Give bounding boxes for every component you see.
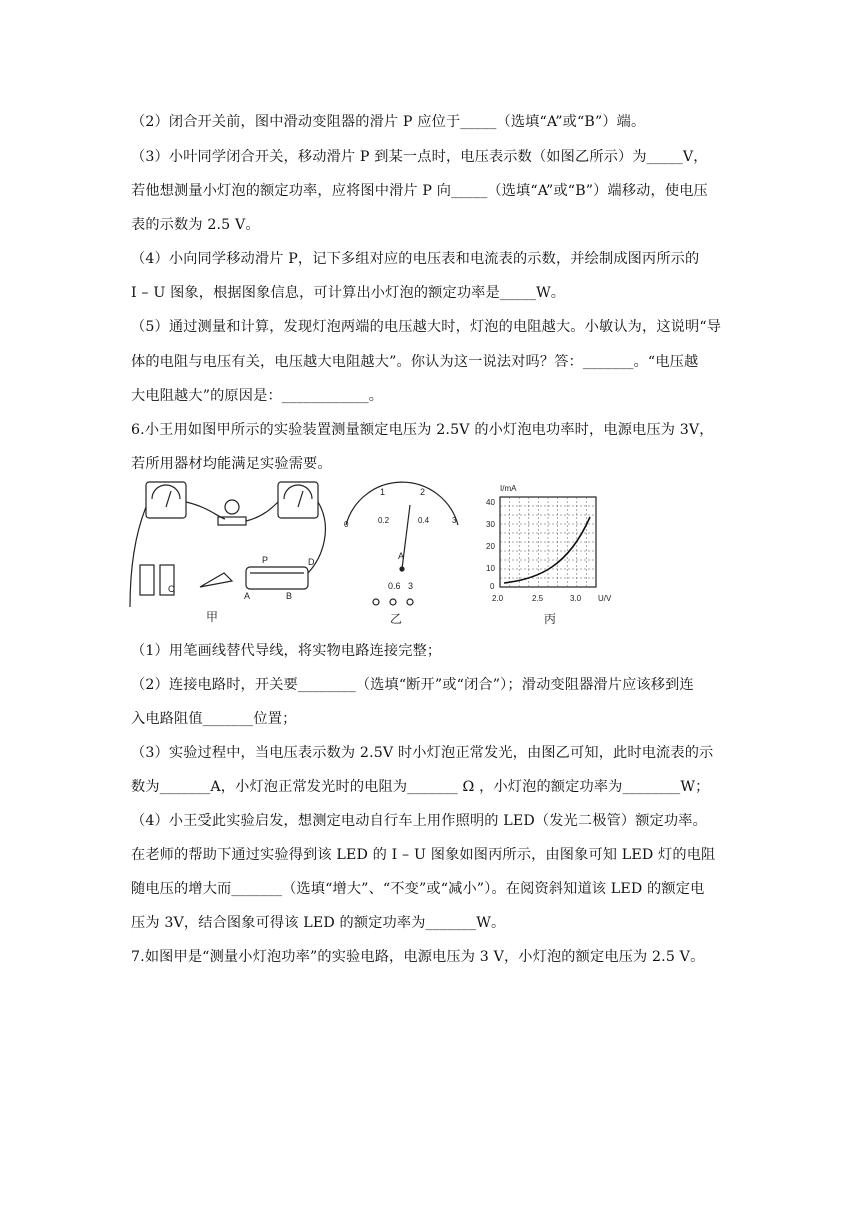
yi-bottom-0: 0 <box>344 520 349 529</box>
bing-y-tick: 30 <box>486 520 495 529</box>
text-line: （3）小叶同学闭合开关，移动滑片 P 到某一点时，电压表示数（如图乙所示）为_____V， <box>131 149 708 165</box>
text-line: 6.小王用如图甲所示的实验装置测量额定电压为 2.5V 的小灯泡电功率时，电源电压为 3V， <box>131 422 714 438</box>
figure-svg <box>128 477 628 637</box>
yi-bottom-04: 0.4 <box>418 516 430 525</box>
text-line: 数为_______A，小灯泡正常发光时的电阻为_______ Ω ，小灯泡的额定功率为________W； <box>131 779 710 795</box>
text-line: （4）小王受此实验启发，想测定电动自行车上用作照明的 LED（发光二极管）额定功率。 <box>131 813 707 829</box>
experiment-figures <box>128 477 628 637</box>
text-line: 若所用器材均能满足实验需要。 <box>131 456 332 472</box>
text-line: 在老师的帮助下通过实验得到该 LED 的 I – U 图象如图丙所示，由图象可知 LED 灯的电阻 <box>131 847 716 863</box>
bing-y-tick: 20 <box>486 542 495 551</box>
bing-x-tick: 2.5 <box>532 594 544 603</box>
text-line: I – U 图象，根据图象信息，可计算出小灯泡的额定功率是_____W。 <box>131 285 566 301</box>
text-line: 7.如图甲是“测量小灯泡功率”的实验电路，电源电压为 3 V，小灯泡的额定电压为 2.5 V。 <box>131 949 705 965</box>
figure-yi-ammeter <box>346 482 458 605</box>
yi-terminal-06: 0.6 <box>388 581 401 591</box>
text-line: 随电压的增大而_______（选填“增大”、“不变”或“减小”）。在阅资斜知道该 LED 的额定电 <box>131 881 705 897</box>
figure-bing-graph <box>500 497 596 587</box>
label-p: P <box>262 555 269 565</box>
bing-x-tick: 2.0 <box>492 594 504 603</box>
text-line: 体的电阻与电压有关，电压越大电阻越大”。你认为这一说法对吗？答：_______。“电压越 <box>131 354 699 370</box>
text-line: 大电阻越大”的原因是：____________。 <box>131 388 384 404</box>
text-line: （2）闭合开关前，图中滑动变阻器的滑片 P 应位于_____（选填“A”或“B”）端。 <box>131 114 646 130</box>
switch-icon <box>200 573 232 587</box>
caption-yi: 乙 <box>390 612 403 626</box>
text-line: （2）连接电路时，开关要________（选填“断开”或“闭合”）；滑动变阻器滑片应该移到连 <box>131 677 694 693</box>
bing-x-label: U/V <box>598 594 612 603</box>
bing-y-label: I/mA <box>500 484 517 493</box>
yi-top-2: 2 <box>420 487 426 497</box>
bing-y-tick: 10 <box>486 564 495 573</box>
battery-icon <box>140 565 154 595</box>
voltmeter-icon <box>146 482 186 518</box>
bing-y-tick: 40 <box>486 498 495 507</box>
bulb-icon <box>225 500 239 514</box>
text-line: （5）通过测量和计算，发现灯泡两端的电压越大时，灯泡的电阻越大。小敏认为，这说明“导 <box>131 319 722 335</box>
label-d: D <box>308 557 315 567</box>
ammeter-icon <box>278 482 318 518</box>
label-c: C <box>168 584 175 594</box>
text-line: （1）用笔画线替代导线，将实物电路连接完整； <box>131 643 442 659</box>
yi-top-1: 1 <box>380 487 386 497</box>
text-line: 压为 3V，结合图象可得该 LED 的额定功率为_______W。 <box>131 915 506 931</box>
bing-y-tick: 0 <box>490 582 495 591</box>
text-line: （4）小向同学移动滑片 P，记下多组对应的电压表和电流表的示数，并绘制成图丙所示的 <box>131 251 700 267</box>
yi-bottom-02: 0.2 <box>378 516 390 525</box>
yi-unit: A <box>398 551 405 561</box>
yi-terminal-3: 3 <box>408 581 414 591</box>
bing-x-tick: 3.0 <box>570 594 582 603</box>
caption-bing: 丙 <box>544 612 557 626</box>
label-a: A <box>244 591 251 601</box>
yi-bottom-3: 3 <box>452 516 457 525</box>
label-b: B <box>286 591 293 601</box>
text-line: （3）实验过程中，当电压表示数为 2.5V 时小灯泡正常发光，由图乙可知，此时电流表的示 <box>131 745 714 761</box>
rheostat-icon <box>246 567 308 589</box>
figure-jia-circuit <box>130 482 325 607</box>
text-line: 入电路阻值_______位置； <box>131 711 297 727</box>
caption-jia: 甲 <box>206 610 219 624</box>
text-line: 表的示数为 2.5 V。 <box>131 217 260 233</box>
text-line: 若他想测量小灯泡的额定功率，应将图中滑片 P 向_____（选填“A”或“B”）端移动，使电压 <box>131 183 708 199</box>
